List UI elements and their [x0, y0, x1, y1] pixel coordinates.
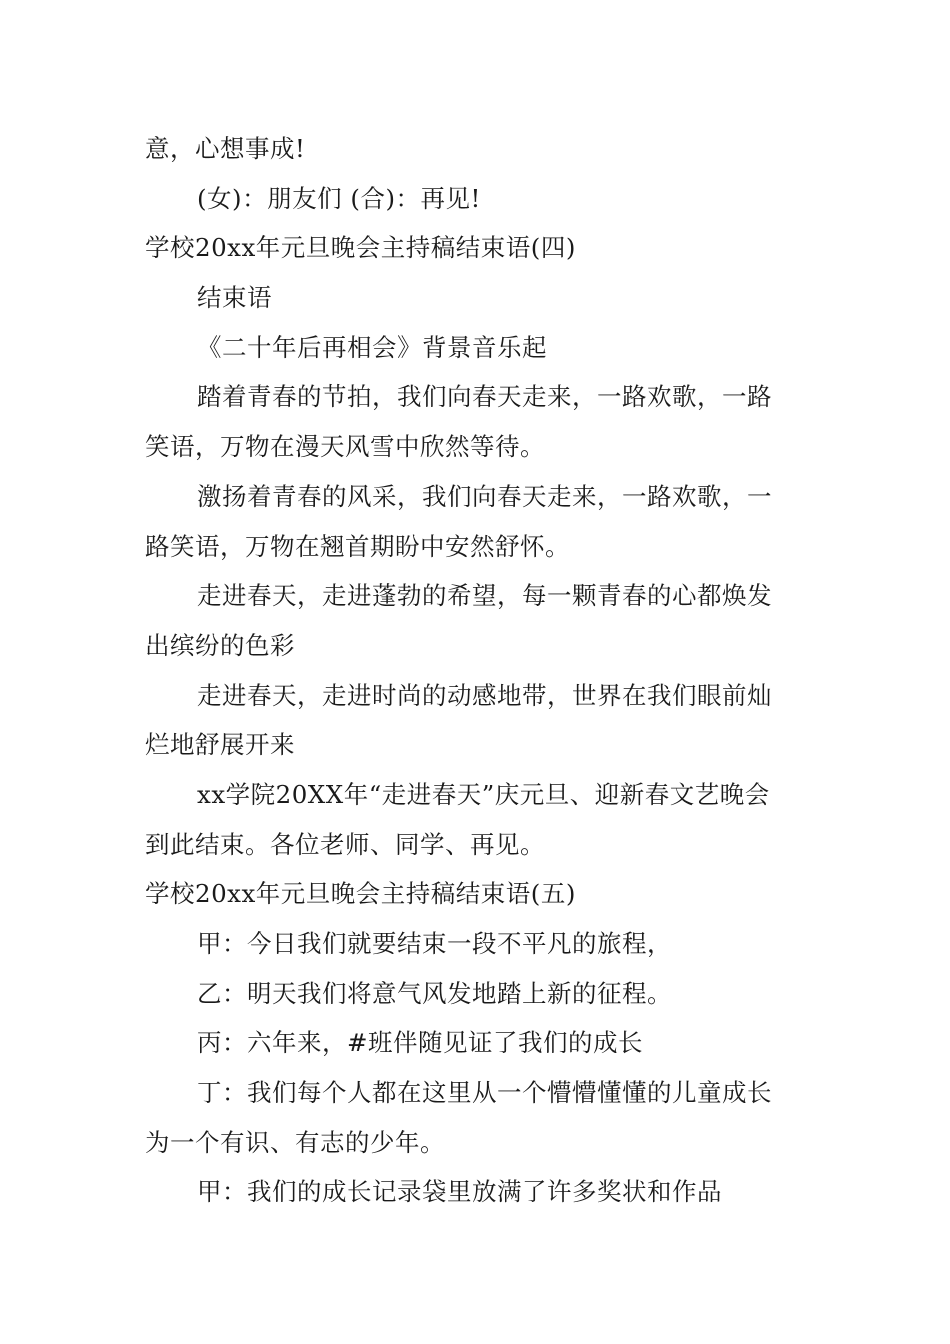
- text-line: 结束语: [197, 283, 272, 313]
- text-line: 烂地舒展开来: [145, 730, 295, 760]
- text-line: 走进春天，走进时尚的动感地带，世界在我们眼前灿: [197, 680, 772, 710]
- text-line: 丙：六年来，#班伴随见证了我们的成长: [197, 1028, 644, 1058]
- text-line: 出缤纷的色彩: [145, 630, 295, 660]
- text-line: 激扬着青春的风采，我们向春天走来，一路欢歌，一: [197, 481, 772, 511]
- section-heading: 学校20xx年元旦晚会主持稿结束语(五): [145, 879, 576, 909]
- text-line: 甲：我们的成长记录袋里放满了许多奖状和作品: [197, 1177, 722, 1207]
- text-line: 踏着青春的节拍，我们向春天走来，一路欢歌，一路: [197, 382, 772, 412]
- text-line: (女)：朋友们 (合)：再见!: [197, 183, 481, 213]
- text-line: 意，心想事成!: [145, 134, 306, 163]
- text-line: 笑语，万物在漫天风雪中欣然等待。: [145, 432, 545, 462]
- text-line: 路笑语，万物在翘首期盼中安然舒怀。: [145, 531, 570, 561]
- text-line: 到此结束。各位老师、同学、再见。: [145, 829, 545, 859]
- text-line: 走进春天，走进蓬勃的希望，每一颗青春的心都焕发: [197, 581, 772, 611]
- document-body: [145, 124, 810, 1217]
- text-line: 《二十年后再相会》背景音乐起: [197, 332, 547, 362]
- text-line: 为一个有识、有志的少年。: [145, 1127, 445, 1157]
- text-line: xx学院20XX年“走进春天”庆元旦、迎新春文艺晚会: [197, 779, 770, 809]
- text-line: 甲：今日我们就要结束一段不平凡的旅程，: [197, 929, 672, 958]
- text-line: 乙：明天我们将意气风发地踏上新的征程。: [197, 978, 672, 1008]
- text-line: 丁：我们每个人都在这里从一个懵懵懂懂的儿童成长: [197, 1078, 772, 1108]
- section-heading: 学校20xx年元旦晚会主持稿结束语(四): [145, 233, 576, 263]
